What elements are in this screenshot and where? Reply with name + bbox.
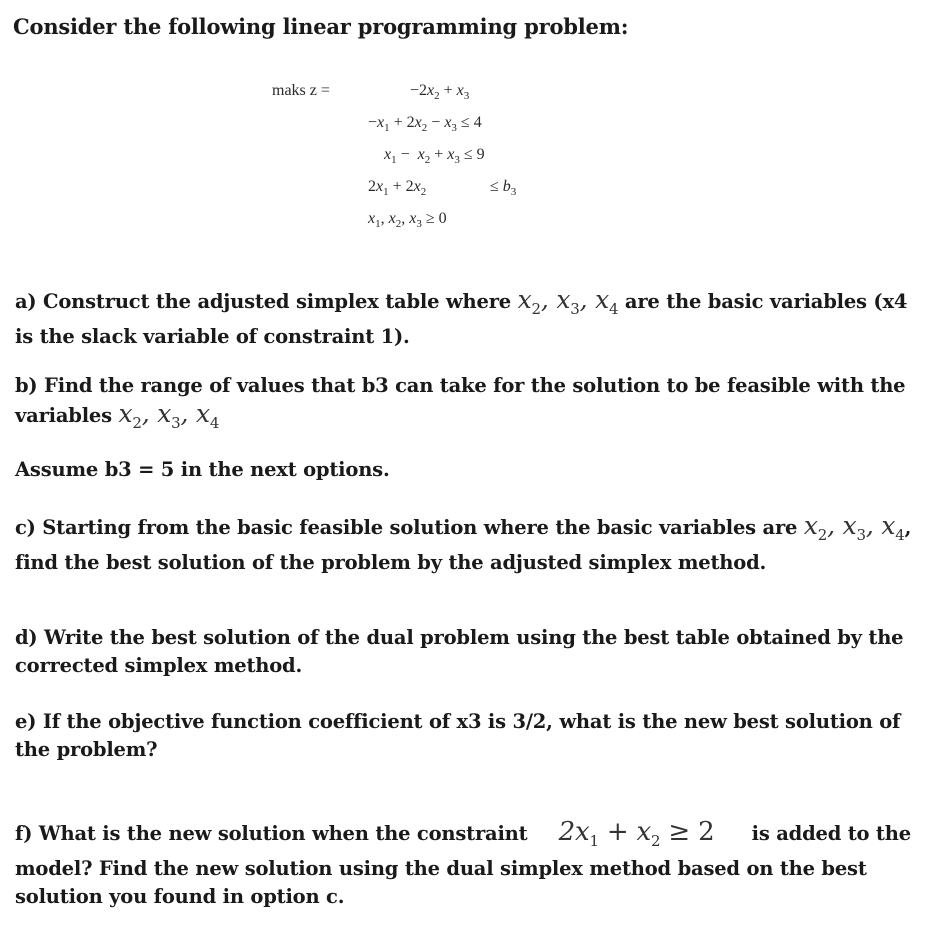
- question-b-text: b) Find the range of values that b3 can take for the solution to be feasible with the variables: [15, 374, 906, 427]
- question-a-text-2: are the basic variables (x4 is the slack variable of constraint 1).: [15, 290, 908, 348]
- question-c-text: c) Starting from the basic feasible solution where the basic variables are: [15, 516, 798, 539]
- constraint-2: $x_1 - x_2 + x_3 \le 9$: [384, 146, 485, 167]
- question-c: [15, 512, 920, 577]
- question-d: d) Write the best solution of the dual problem using the best table obtained by the corrected simplex method.: [15, 626, 904, 677]
- question-e: e) If the objective function coefficient of x3 is 3/2, what is the new best solution of the problem?: [15, 710, 901, 761]
- question-a-text: a) Construct the adjusted simplex table where: [15, 290, 511, 313]
- objective-label: maks z =: [272, 82, 330, 99]
- basic-vars-b: $x_2$, $x_3$, $x_4$: [118, 399, 220, 432]
- problem-heading: Consider the following linear programming problem:: [13, 14, 629, 39]
- question-b: [15, 372, 920, 437]
- assume-b3: Assume b3 = 5 in the next options.: [15, 458, 390, 481]
- question-f: [15, 818, 920, 911]
- question-a: [15, 286, 920, 351]
- constraint-3-rhs: ≤ $b_3$: [490, 178, 517, 199]
- question-c-text-2: , find the best solution of the problem by the adjusted simplex method.: [15, 516, 912, 574]
- question-f-text: f) What is the new solution when the constraint: [15, 822, 528, 845]
- nonnegativity: $x_1$, $x_2$, $x_3 \ge 0$: [368, 210, 447, 231]
- question-f-text-2: is added to the model? Find the new solution using the dual simplex method based on the best solution you found in option c.: [15, 822, 911, 909]
- basic-vars-a: $x_2$, $x_3$, $x_4$: [517, 285, 619, 318]
- basic-vars-c: $x_2$, $x_3$, $x_4$: [803, 511, 905, 544]
- objective-function: $-2x_2 + x_3$: [410, 82, 470, 103]
- constraint-3-lhs: $2x_1 + 2x_2$: [368, 178, 427, 199]
- lp-formulation: [0, 0, 930, 250]
- new-constraint: $2x_1 + x_2 \ge 2$: [558, 817, 715, 851]
- constraint-1: $-x_1 + 2x_2 - x_3 \le 4$: [368, 114, 482, 135]
